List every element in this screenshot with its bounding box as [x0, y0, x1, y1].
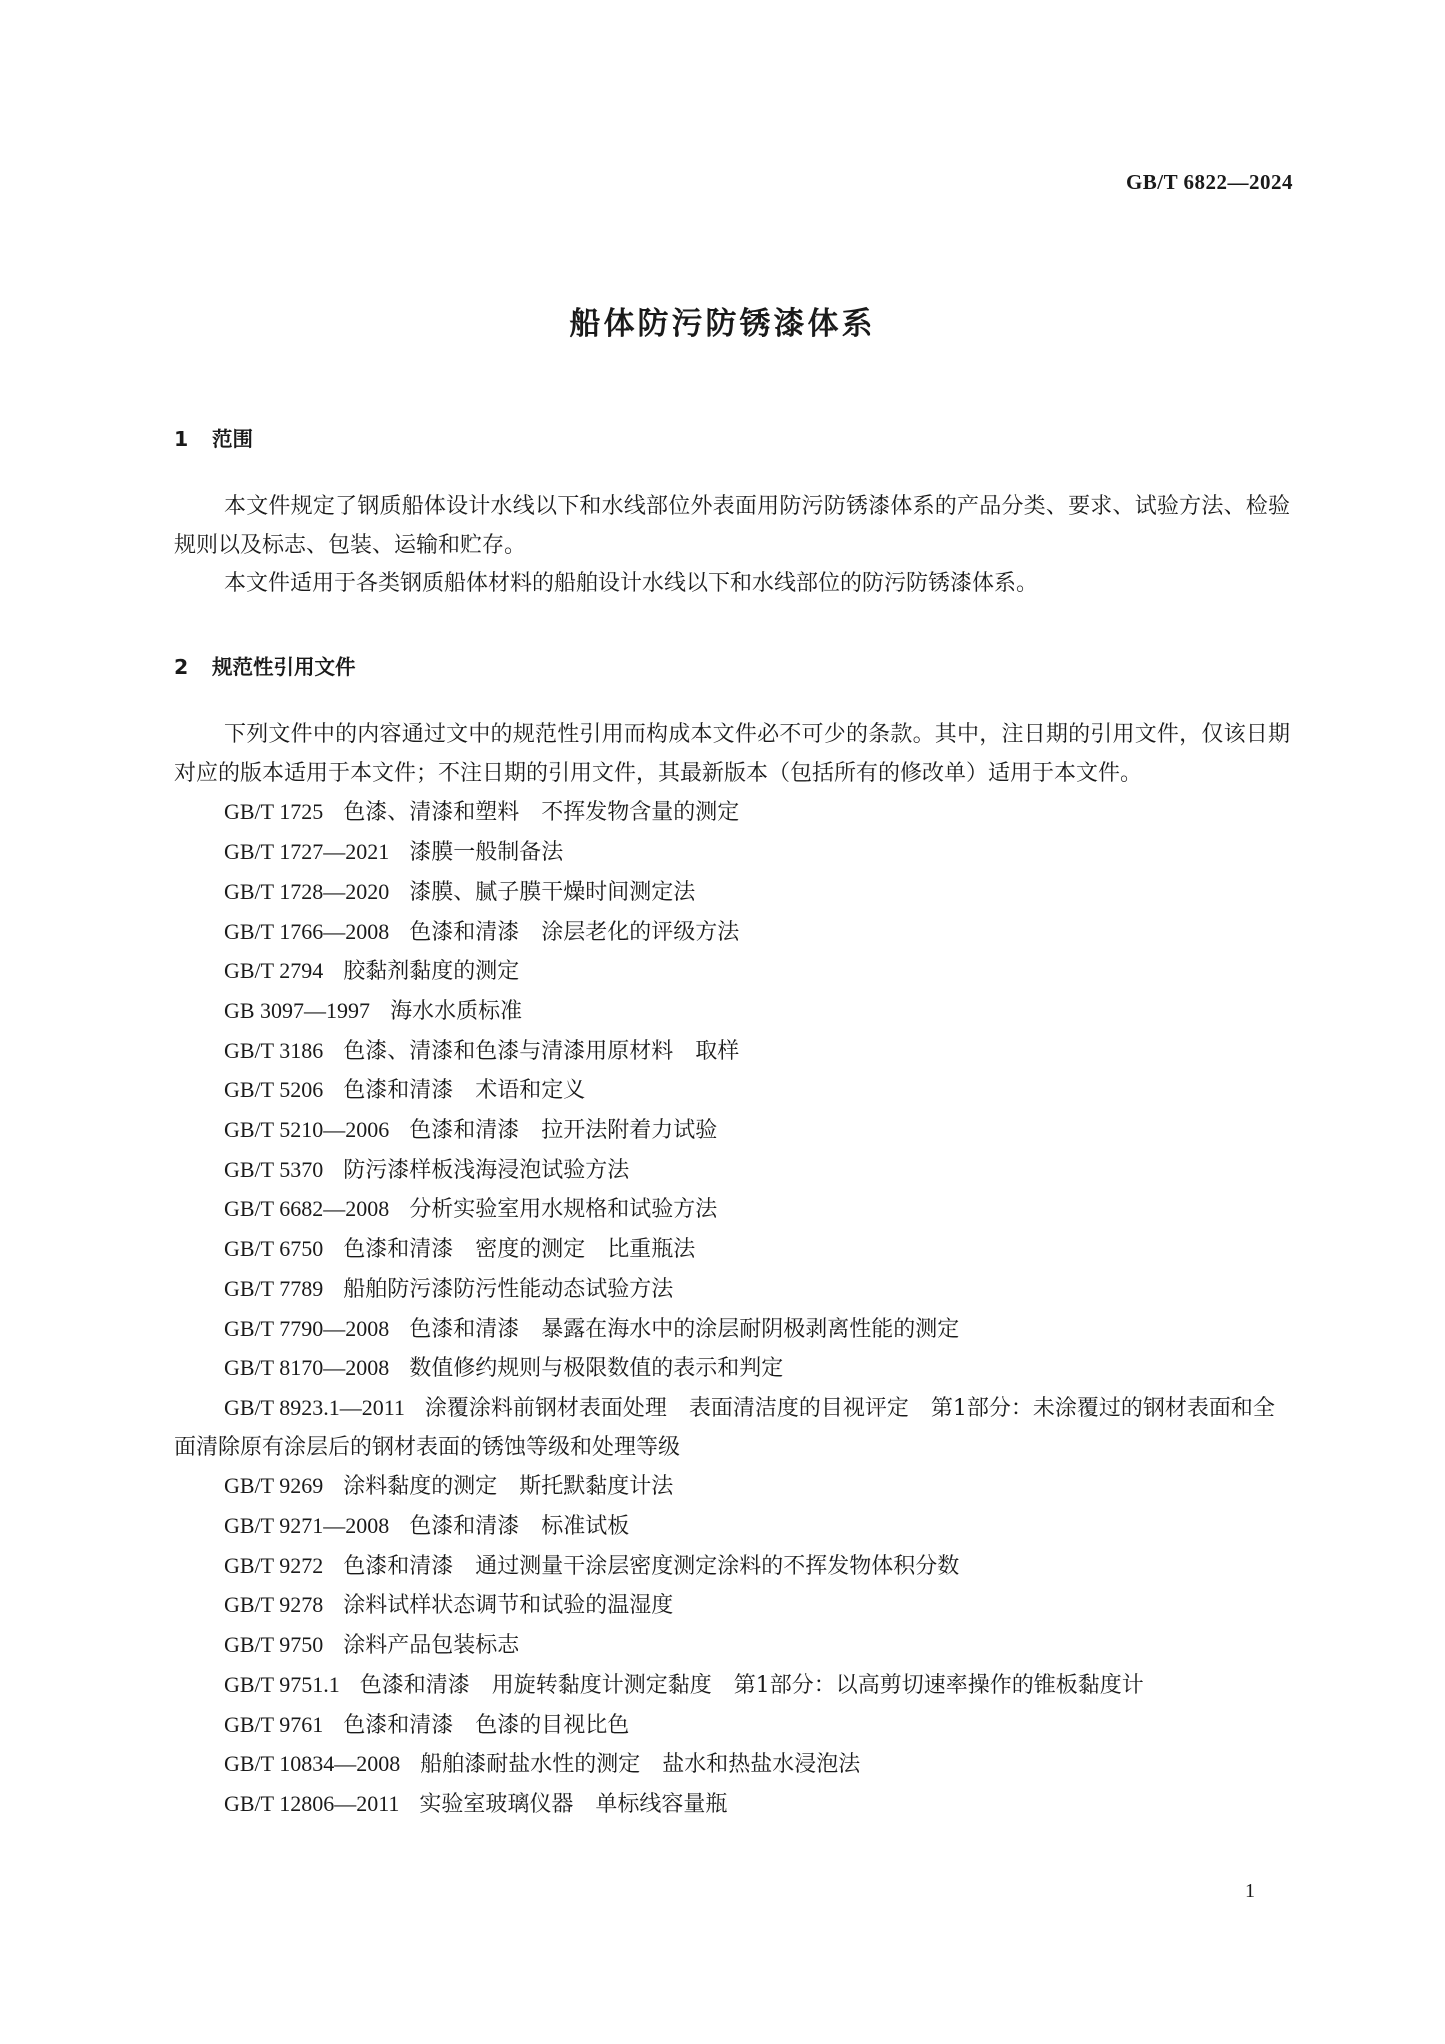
reference-code: GB/T 9278	[224, 1592, 324, 1618]
reference-code: GB/T 8923.1—2011	[224, 1394, 405, 1420]
reference-code: GB/T 9750	[224, 1632, 324, 1658]
reference-title: 色漆和清漆 色漆的目视比色	[343, 1712, 630, 1738]
reference-code: GB/T 1725	[224, 799, 324, 825]
document-title: 船体防污防锈漆体系	[569, 306, 876, 342]
reference-code: GB/T 9269	[224, 1473, 324, 1499]
section-2-body	[174, 716, 1290, 1825]
reference-title: 色漆和清漆 通过测量干涂层密度测定涂料的不挥发物体积分数	[343, 1553, 960, 1579]
reference-item	[174, 952, 1290, 992]
reference-item	[174, 1032, 1290, 1072]
reference-item	[174, 1389, 1290, 1467]
reference-item	[174, 1310, 1290, 1350]
reference-item	[174, 1111, 1290, 1151]
reference-code: GB/T 1728—2020	[224, 878, 390, 904]
reference-code: GB/T 7789	[224, 1275, 324, 1301]
reference-item	[174, 1151, 1290, 1191]
reference-item	[174, 793, 1290, 833]
reference-code: GB/T 5206	[224, 1077, 324, 1103]
reference-title: 色漆、清漆和塑料 不挥发物含量的测定	[343, 800, 740, 826]
page-number: 1	[1245, 1880, 1255, 1902]
reference-title: 涂料黏度的测定 斯托默黏度计法	[343, 1474, 674, 1500]
reference-title: 色漆和清漆 术语和定义	[343, 1078, 586, 1104]
reference-code: GB/T 6750	[224, 1236, 324, 1262]
references-intro: 下列文件中的内容通过文中的规范性引用而构成本文件必不可少的条款。其中，注日期的引用文件，仅该日期对应的版本适用于本文件；不注日期的引用文件，其最新版本（包括所有的修改单）适用于本文件。	[174, 722, 1290, 786]
reference-item	[174, 1586, 1290, 1626]
reference-item	[174, 1270, 1290, 1310]
reference-title: 防污漆样板浅海浸泡试验方法	[343, 1157, 630, 1183]
reference-title: 涂料试样状态调节和试验的温湿度	[343, 1593, 674, 1619]
reference-code: GB/T 3186	[224, 1037, 324, 1063]
reference-code: GB/T 9272	[224, 1552, 324, 1578]
reference-code: GB/T 1766—2008	[224, 918, 390, 944]
reference-title: 数值修约规则与极限数值的表示和判定	[409, 1356, 784, 1382]
reference-item	[174, 833, 1290, 873]
scope-paragraph-2: 本文件适用于各类钢质船体材料的船舶设计水线以下和水线部位的防污防锈漆体系。	[224, 571, 1039, 597]
reference-item	[174, 1349, 1290, 1389]
reference-code: GB/T 9761	[224, 1711, 324, 1737]
reference-item	[174, 1706, 1290, 1746]
reference-title: 胶黏剂黏度的测定	[343, 959, 520, 985]
reference-item	[174, 1547, 1290, 1587]
reference-title: 涂覆涂料前钢材表面处理 表面清洁度的目视评定 第1部分：未涂覆过的钢材表面和全面清除原有涂层后的钢材表面的锈蚀等级和处理等级	[174, 1395, 1275, 1460]
reference-item	[174, 1745, 1290, 1785]
reference-code: GB 3097—1997	[224, 997, 371, 1023]
reference-code: GB/T 8170—2008	[224, 1355, 390, 1381]
reference-title: 船舶防污漆防污性能动态试验方法	[343, 1276, 674, 1302]
reference-title: 漆膜一般制备法	[409, 840, 564, 866]
reference-item	[174, 992, 1290, 1032]
reference-title: 色漆和清漆 拉开法附着力试验	[409, 1118, 718, 1144]
scope-paragraph-1: 本文件规定了钢质船体设计水线以下和水线部位外表面用防污防锈漆体系的产品分类、要求、试验方法、检验规则以及标志、包装、运输和贮存。	[174, 494, 1290, 558]
section-title: 范围	[212, 427, 253, 451]
reference-title: 船舶漆耐盐水性的测定 盐水和热盐水浸泡法	[420, 1752, 861, 1778]
section-1-heading	[174, 422, 253, 452]
reference-title: 色漆和清漆 用旋转黏度计测定黏度 第1部分：以高剪切速率操作的锥板黏度计	[359, 1672, 1144, 1698]
reference-item	[174, 1666, 1290, 1706]
standard-code: GB/T 6822—2024	[1125, 170, 1293, 194]
reference-code: GB/T 2794	[224, 958, 324, 984]
reference-title: 色漆、清漆和色漆与清漆用原材料 取样	[343, 1038, 740, 1064]
reference-item	[174, 1190, 1290, 1230]
reference-code: GB/T 5370	[224, 1156, 324, 1182]
reference-code: GB/T 10834—2008	[224, 1751, 401, 1777]
reference-title: 实验室玻璃仪器 单标线容量瓶	[419, 1791, 728, 1817]
reference-title: 海水水质标准	[390, 998, 523, 1024]
reference-title: 漆膜、腻子膜干燥时间测定法	[409, 879, 696, 905]
reference-title: 色漆和清漆 标准试板	[409, 1514, 630, 1540]
reference-item	[174, 1467, 1290, 1507]
reference-list	[174, 793, 1290, 1824]
reference-item	[174, 1071, 1290, 1111]
reference-title: 涂料产品包装标志	[343, 1633, 520, 1659]
reference-code: GB/T 9271—2008	[224, 1513, 390, 1539]
reference-title: 色漆和清漆 涂层老化的评级方法	[409, 919, 740, 945]
reference-title: 色漆和清漆 暴露在海水中的涂层耐阴极剥离性能的测定	[409, 1316, 960, 1342]
section-2-heading	[174, 650, 356, 680]
reference-code: GB/T 1727—2021	[224, 839, 390, 865]
section-number: 1	[174, 427, 189, 451]
reference-item	[174, 873, 1290, 913]
reference-item	[174, 1785, 1290, 1825]
reference-item	[174, 1230, 1290, 1270]
reference-code: GB/T 6682—2008	[224, 1196, 390, 1222]
reference-code: GB/T 7790—2008	[224, 1315, 390, 1341]
reference-item	[174, 1507, 1290, 1547]
section-number: 2	[174, 655, 189, 679]
reference-item	[174, 1626, 1290, 1666]
section-1-body	[174, 488, 1290, 604]
reference-item	[174, 913, 1290, 953]
reference-code: GB/T 12806—2011	[224, 1790, 400, 1816]
reference-code: GB/T 9751.1	[224, 1671, 340, 1697]
reference-title: 分析实验室用水规格和试验方法	[409, 1197, 718, 1223]
reference-title: 色漆和清漆 密度的测定 比重瓶法	[343, 1237, 696, 1263]
section-title: 规范性引用文件	[212, 655, 356, 679]
reference-code: GB/T 5210—2006	[224, 1117, 390, 1143]
